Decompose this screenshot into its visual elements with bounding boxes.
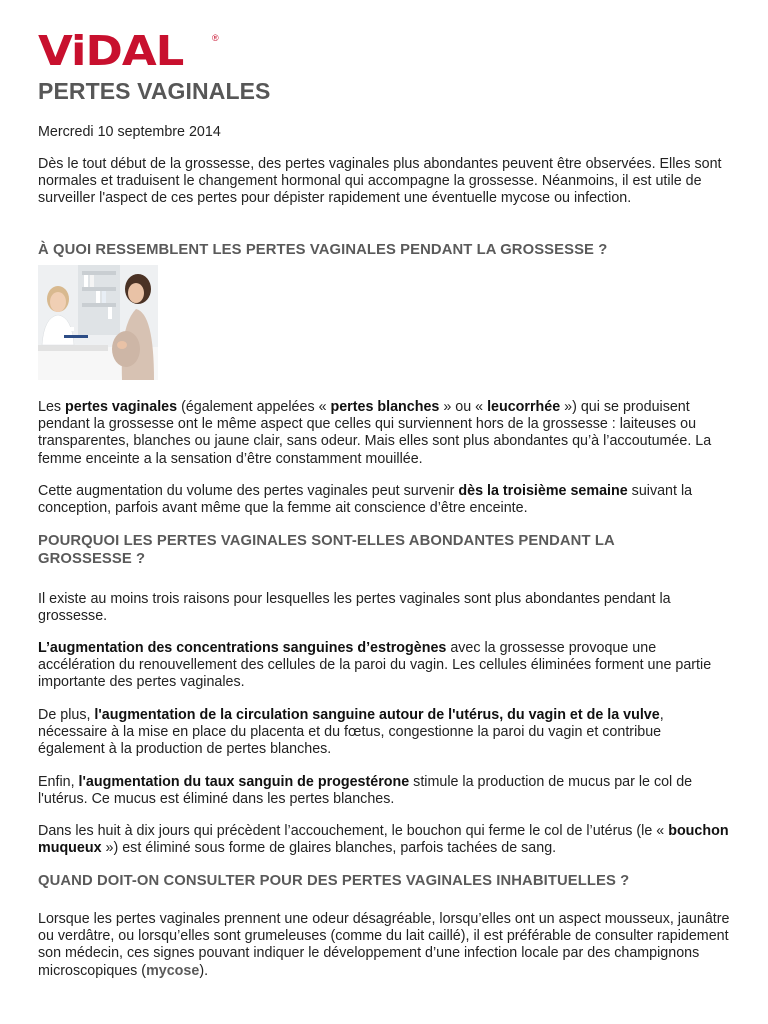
progesterone-text-2: stimule la production de mucus par le col de l'utérus. Ce mucus est éliminé dans les pertes blanches.	[38, 774, 693, 808]
section-heading-reasons: POURQUOI LES PERTES VAGINALES SONT-ELLES ABONDANTES PENDANT LA GROSSESSE ?	[38, 533, 615, 567]
appearance-paragraph	[38, 399, 730, 468]
registered-mark: ®	[212, 33, 219, 43]
doctor-patient-illustration	[38, 265, 158, 380]
appearance-text-1: Les	[38, 399, 66, 415]
estrogen-text: avec la grossesse provoque une accélération du renouvellement des cellules de la paroi du vagin. Les cellules éliminées forment une partie importante des pertes vaginales.	[38, 640, 712, 691]
circulation-paragraph	[38, 707, 730, 759]
term-leucorrhee: leucorrhée	[487, 399, 561, 415]
logo-wordmark: ViDAL	[38, 26, 184, 76]
circulation-text-2: , nécessaire à la mise en place du placenta et du fœtus, congestionne la paroi du vagin et contribue également à la production de pertes blanches.	[38, 707, 664, 758]
term-troisieme-semaine: dès la troisième semaine	[458, 483, 628, 499]
consult-text-2: ).	[199, 962, 209, 979]
section-heading-appearance: À QUOI RESSEMBLENT LES PERTES VAGINALES PENDANT LA GROSSESSE ?	[38, 242, 608, 258]
consult-paragraph	[38, 911, 730, 980]
appearance-text-2: (également appelées «	[177, 399, 331, 415]
page-title: PERTES VAGINALES	[38, 78, 271, 104]
vidal-logo[interactable]	[38, 26, 228, 76]
term-progesterone: l'augmentation du taux sanguin de progestérone	[78, 774, 410, 790]
term-pertes-blanches: pertes blanches	[330, 399, 440, 415]
bouchon-paragraph	[38, 823, 730, 857]
term-bouchon-muqueux: bouchon muqueux	[38, 823, 729, 857]
mycose-link[interactable]: mycose	[146, 962, 200, 979]
publication-date: Mercredi 10 septembre 2014	[38, 124, 221, 140]
doctor-patient-photo	[38, 265, 158, 380]
term-estrogenes: L’augmentation des concentrations sanguines d’estrogènes	[38, 640, 447, 656]
timing-text-2: suivant la conception, parfois avant même que la femme ait conscience d’être enceinte.	[38, 483, 693, 517]
appearance-text-4: ») qui se produisent pendant la grossesse ont le même aspect que celles qui surviennent hors de la grossesse : laiteuses ou transparentes, blanches ou jaune clair, sans odeur. Mais elles sont plus abondantes qu’à l’accoutumée. La femme enceinte a la sensation d’être constamment mouillée.	[38, 399, 712, 467]
term-pertes-vaginales: pertes vaginales	[65, 399, 178, 415]
reasons-intro-paragraph: Il existe au moins trois raisons pour lesquelles les pertes vaginales sont plus abondantes pendant la grossesse.	[38, 591, 671, 625]
consult-text-1: Lorsque les pertes vaginales prennent une odeur désagréable, lorsqu’elles ont un aspect mousseux, jaunâtre ou verdâtre, ou lorsqu’elles sont grumeleuses (comme du lait caillé), il est préférable de consulter rapidement son médecin, ces signes pouvant indiquer le développement d’une infection locale par des champignons microscopiques (	[38, 911, 730, 979]
bouchon-text-1: Dans les huit à dix jours qui précèdent l’accouchement, le bouchon qui ferme le col de l’utérus (le «	[38, 823, 669, 839]
bouchon-text-2: ») est éliminé sous forme de glaires blanches, parfois tachées de sang.	[101, 840, 557, 857]
timing-paragraph	[38, 483, 730, 517]
timing-text-1: Cette augmentation du volume des pertes vaginales peut survenir	[38, 483, 459, 499]
progesterone-paragraph	[38, 774, 730, 808]
appearance-text-3: » ou «	[439, 399, 488, 415]
progesterone-text-1: Enfin,	[38, 774, 79, 790]
intro-paragraph: Dès le tout début de la grossesse, des pertes vaginales plus abondantes peuvent être observées. Elles sont normales et traduisent le changement hormonal qui accompagne la grossesse. Néanmoins, il est utile de surveiller l'aspect de ces pertes pour dépister rapidement une éventuelle mycose ou infection.	[38, 156, 722, 207]
estrogen-paragraph	[38, 640, 730, 692]
circulation-text-1: De plus,	[38, 707, 95, 723]
section-heading-consult: QUAND DOIT-ON CONSULTER POUR DES PERTES VAGINALES INHABITUELLES ?	[38, 873, 630, 889]
term-circulation-sanguine: l'augmentation de la circulation sanguine autour de l'utérus, du vagin et de la vulve	[94, 707, 660, 723]
